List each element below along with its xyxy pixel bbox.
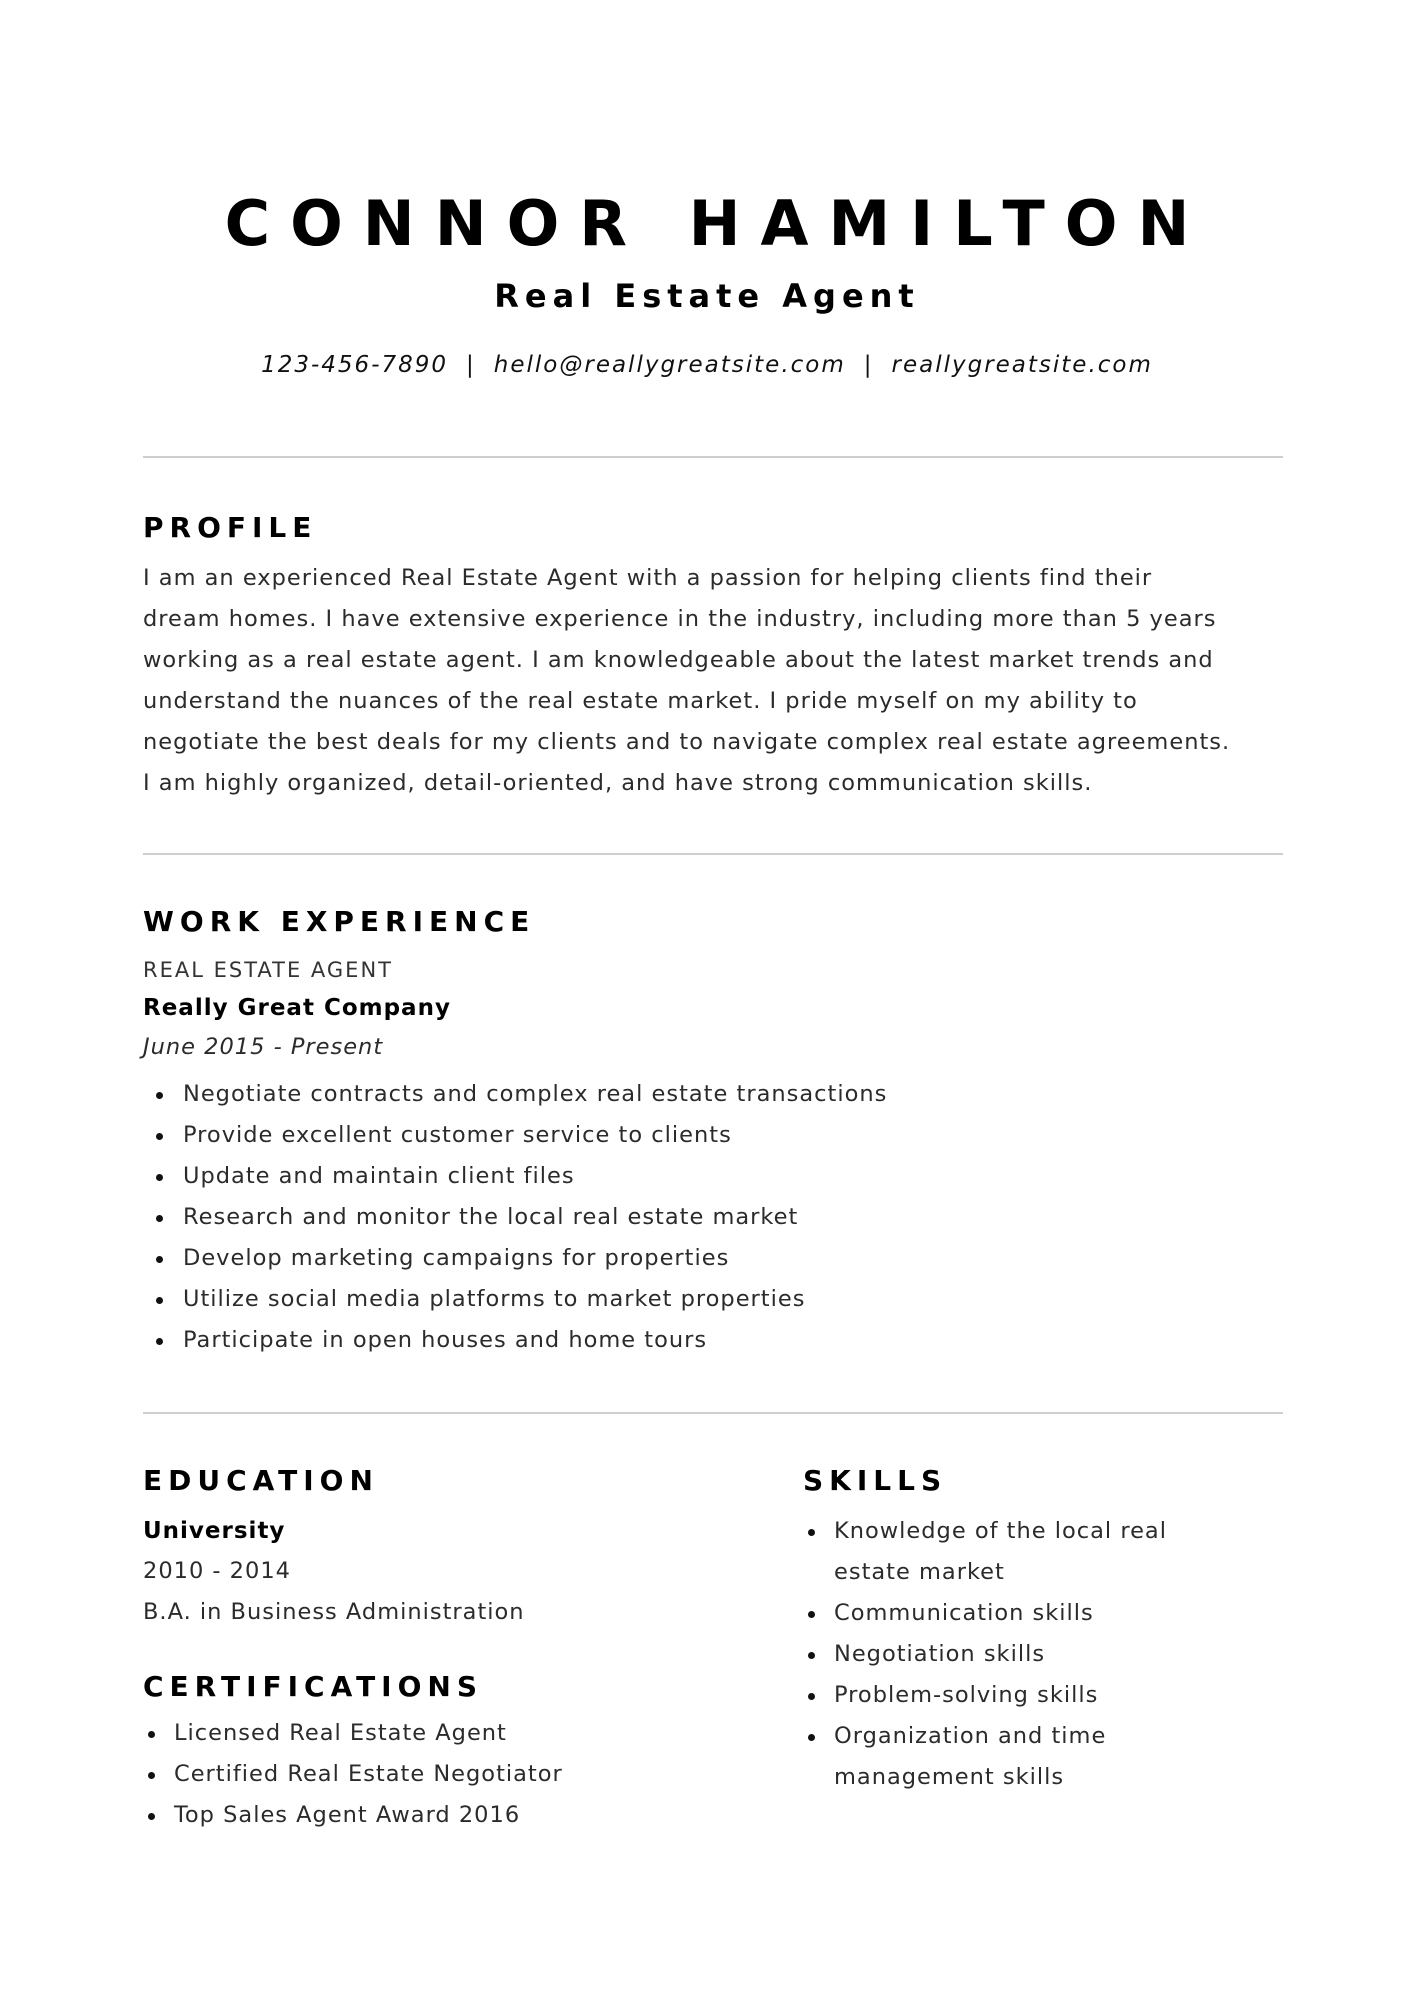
list-item [803,1511,1167,1593]
contact-separator: | [466,352,476,378]
profile-section [143,510,1288,804]
profile-line: I am an experienced Real Estate Agent with a passion for helping clients find their [143,565,1153,591]
divider [143,853,1283,855]
list-item: Licensed Real Estate Agent [143,1713,563,1754]
job-role: REAL ESTATE AGENT [143,958,393,982]
list-item: Utilize social media platforms to market properties [143,1279,887,1320]
profile-line: I am highly organized, detail-oriented, and have strong communication skills. [143,770,1093,796]
skill-line: Problem-solving skills [834,1682,1099,1708]
contact-separator: | [863,352,874,378]
certifications-list [143,1713,563,1836]
education-degree: B.A. in Business Administration [143,1599,525,1625]
profile-line: understand the nuances of the real estate market. I pride myself on my ability to [143,688,1138,714]
list-item: Research and monitor the local real estate market [143,1197,887,1238]
list-item: Negotiate contracts and complex real estate transactions [143,1074,887,1115]
list-item: Certified Real Estate Negotiator [143,1754,563,1795]
job-dates: June 2015 - Present [143,1034,384,1060]
education-section [143,1463,525,1633]
divider [143,456,1283,458]
contact-line [0,350,1414,380]
candidate-title: Real Estate Agent [494,277,920,315]
section-heading-profile: PROFILE [143,511,318,544]
profile-text [143,558,1288,804]
section-heading-education: EDUCATION [143,1464,379,1497]
divider [143,1412,1283,1414]
contact-email: hello@reallygreatsite.com [493,352,846,378]
skill-line: Organization and time [834,1723,1107,1749]
profile-line: negotiate the best deals for my clients and to navigate complex real estate agreements. [143,729,1231,755]
list-item: Update and maintain client files [143,1156,887,1197]
duties-list [143,1074,887,1361]
list-item [803,1716,1167,1798]
skill-line: Negotiation skills [834,1641,1046,1667]
skill-line: Knowledge of the local real [834,1518,1167,1544]
resume-header [0,0,1414,380]
company-name: Really Great Company [143,995,451,1021]
list-item: Develop marketing campaigns for properties [143,1238,887,1279]
education-years: 2010 - 2014 [143,1558,291,1584]
skill-line: management skills [834,1764,1065,1790]
list-item: Top Sales Agent Award 2016 [143,1795,563,1836]
contact-website: reallygreatsite.com [891,352,1153,378]
section-heading-skills: SKILLS [803,1464,948,1497]
candidate-name: CONNOR HAMILTON [224,187,1210,260]
school-name: University [143,1518,286,1544]
skills-list [803,1511,1167,1798]
section-heading-work-experience: WORK EXPERIENCE [143,905,536,938]
list-item [803,1593,1167,1634]
skills-section [803,1463,1167,1798]
list-item: Provide excellent customer service to clients [143,1115,887,1156]
profile-line: working as a real estate agent. I am knowledgeable about the latest market trends and [143,647,1214,673]
list-item [803,1675,1167,1716]
contact-phone: 123-456-7890 [261,352,449,378]
certifications-section [143,1669,563,1836]
work-experience-section [143,904,887,1361]
list-item: Participate in open houses and home tours [143,1320,887,1361]
skill-line: Communication skills [834,1600,1094,1626]
skill-line: estate market [834,1559,1005,1585]
list-item [803,1634,1167,1675]
profile-line: dream homes. I have extensive experience in the industry, including more than 5 years [143,606,1217,632]
section-heading-certifications: CERTIFICATIONS [143,1670,484,1703]
